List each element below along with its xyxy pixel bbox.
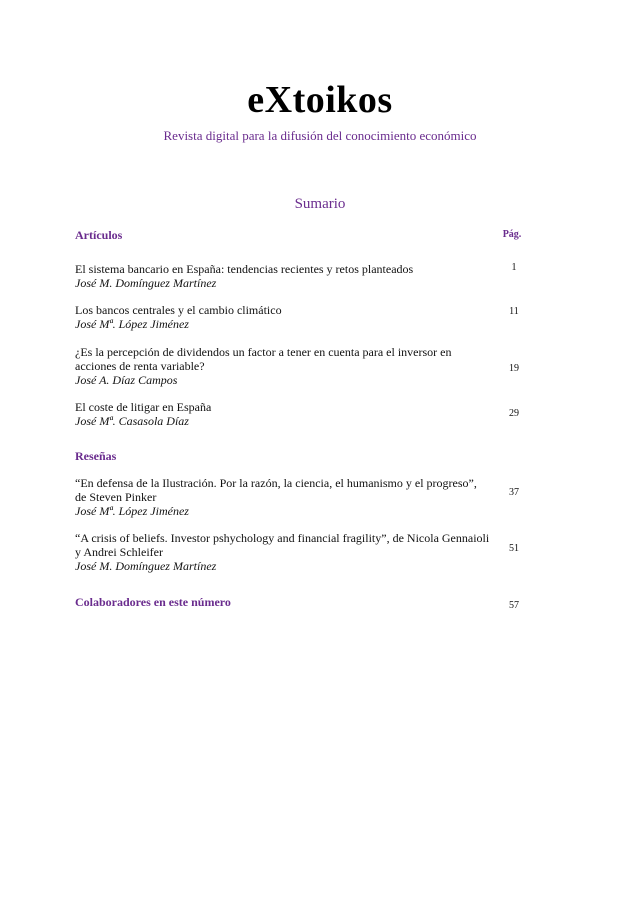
article-title: ¿Es la percepción de dividendos un factor a tener en cuenta para el inversor en acciones de renta variable? xyxy=(75,345,452,373)
article-entry-2[interactable] xyxy=(75,303,490,331)
article-entry-4[interactable] xyxy=(75,400,490,428)
article-page-2: 11 xyxy=(509,306,519,317)
article-page-1: 1 xyxy=(511,262,517,273)
review-title: “A crisis of beliefs. Investor pshychology and financial fragility”, de Nicola Gennaioli y Andrei Schleifer xyxy=(75,531,490,559)
article-title: El sistema bancario en España: tendencias recientes y retos planteados xyxy=(75,262,414,276)
article-entry-1[interactable] xyxy=(75,262,490,290)
summary-heading: Sumario xyxy=(294,196,346,212)
page-column-heading: Pág. xyxy=(502,229,522,240)
article-entry-3[interactable] xyxy=(75,345,490,387)
review-entry-1[interactable] xyxy=(75,476,490,518)
review-page-2: 51 xyxy=(509,543,519,554)
article-author: José M. Domínguez Martínez xyxy=(75,276,217,290)
article-author: José A. Díaz Campos xyxy=(75,373,178,387)
review-author: José Mª. López Jiménez xyxy=(75,504,189,518)
article-author: José Mª. López Jiménez xyxy=(75,317,189,331)
reviews-heading: Reseñas xyxy=(75,449,117,463)
review-page-1: 37 xyxy=(509,487,519,498)
contributors-heading[interactable]: Colaboradores en este número xyxy=(75,595,231,609)
articles-heading: Artículos xyxy=(75,228,123,242)
article-title: El coste de litigar en España xyxy=(75,400,212,414)
review-entry-2[interactable] xyxy=(75,531,490,573)
review-author: José M. Domínguez Martínez xyxy=(75,559,217,573)
review-title: “En defensa de la Ilustración. Por la razón, la ciencia, el humanismo y el progreso”, de Steven Pinker xyxy=(75,476,477,504)
journal-subtitle: Revista digital para la difusión del conocimiento económico xyxy=(163,128,477,143)
article-page-3: 19 xyxy=(509,363,519,374)
journal-title: eXtoikos xyxy=(247,79,393,121)
article-title: Los bancos centrales y el cambio climático xyxy=(75,303,282,317)
contributors-page: 57 xyxy=(509,600,519,611)
article-author: José Mª. Casasola Díaz xyxy=(75,414,189,428)
article-page-4: 29 xyxy=(509,408,519,419)
